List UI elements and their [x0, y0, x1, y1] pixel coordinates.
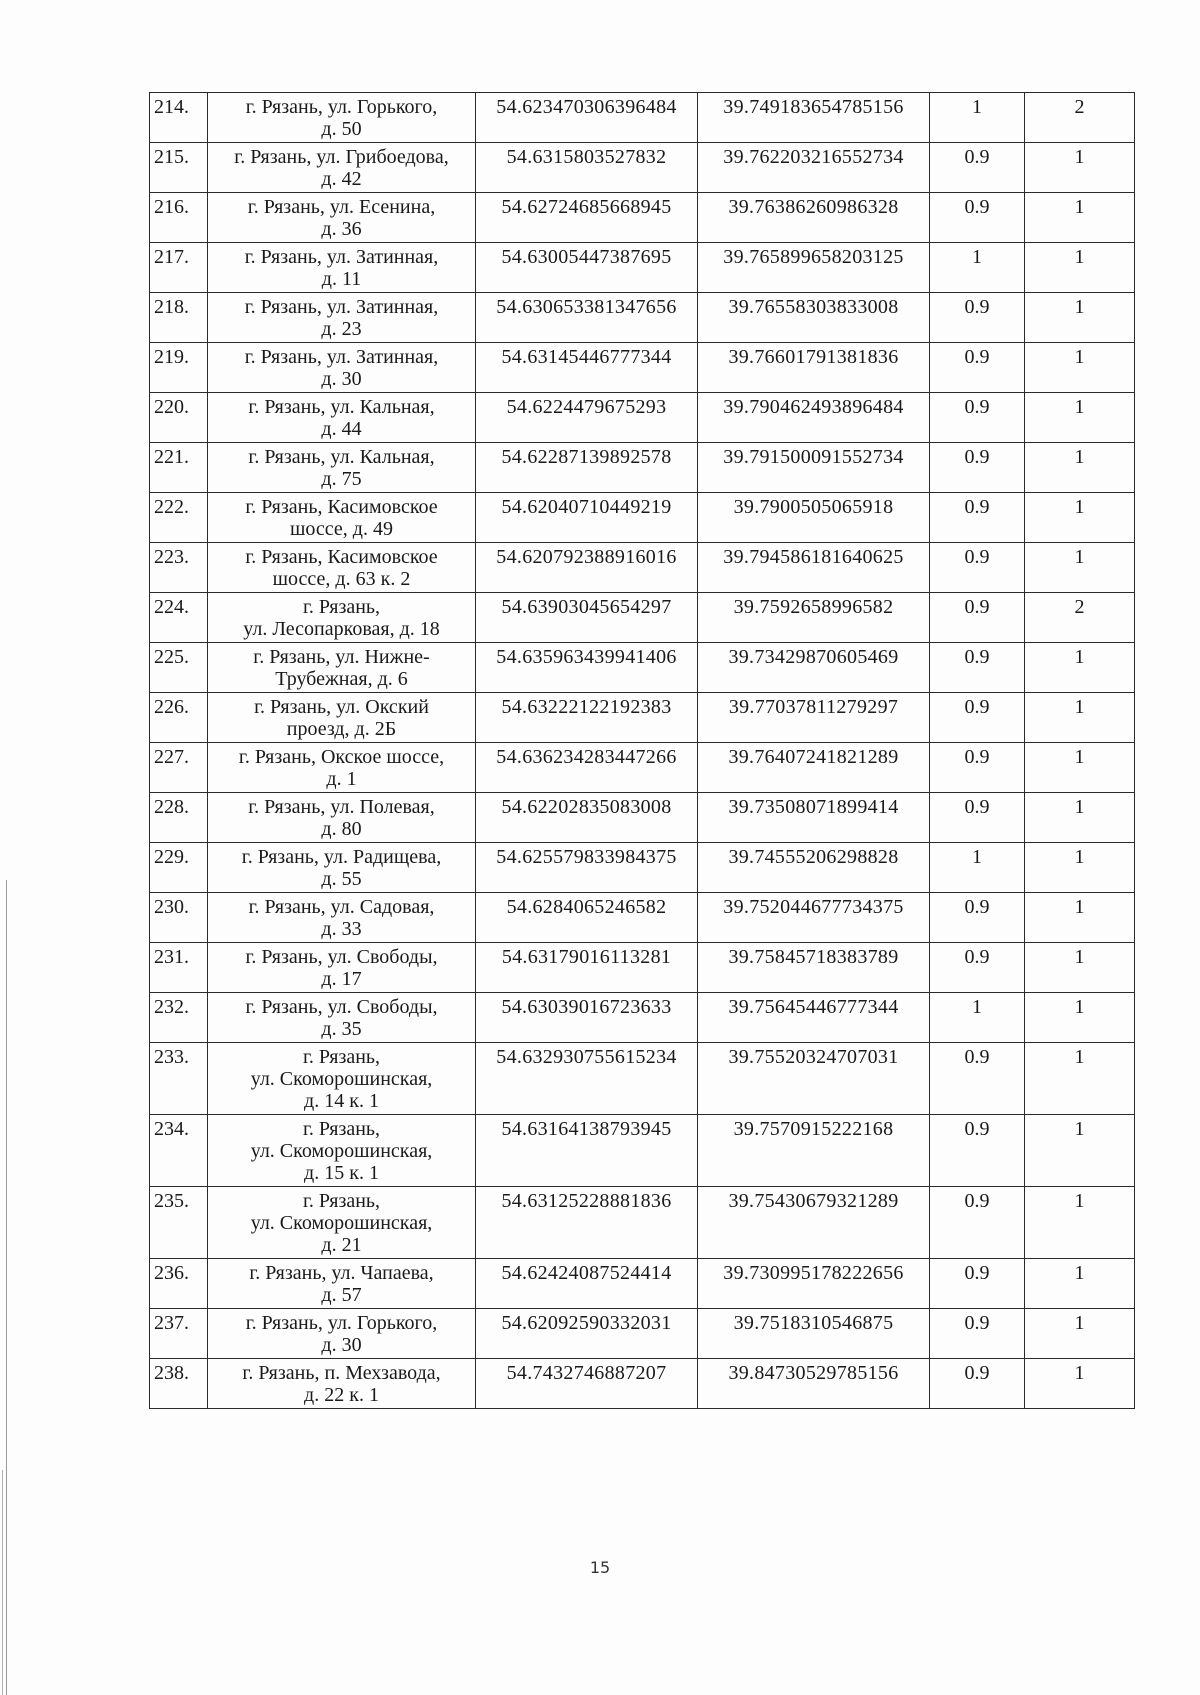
address-cell: [208, 1309, 476, 1359]
address-line: г. Рязань, ул. Горького,: [245, 1312, 438, 1334]
address-line: д. 14 к. 1: [304, 1090, 379, 1112]
address-line: г. Рязань,: [302, 1046, 381, 1068]
address-line: шоссе, д. 63 к. 2: [272, 568, 411, 590]
count-cell: 2: [1025, 93, 1135, 143]
address-cell: [208, 143, 476, 193]
latitude-cell: 54.62287139892578: [476, 443, 698, 493]
table-body: [150, 93, 1135, 1409]
count-cell: 1: [1025, 1309, 1135, 1359]
address-cell: [208, 593, 476, 643]
coefficient-cell: 1: [930, 243, 1025, 293]
table-row: [150, 1187, 1135, 1259]
row-number-cell: 232.: [150, 993, 208, 1043]
count-cell: 1: [1025, 1259, 1135, 1309]
count-cell: 1: [1025, 943, 1135, 993]
latitude-cell: 54.63039016723633: [476, 993, 698, 1043]
count-cell: 1: [1025, 793, 1135, 843]
address-line: д. 36: [321, 218, 362, 240]
longitude-cell: 39.73508071899414: [698, 793, 930, 843]
longitude-cell: 39.76601791381836: [698, 343, 930, 393]
address-line: д. 57: [321, 1284, 362, 1306]
latitude-cell: 54.63005447387695: [476, 243, 698, 293]
address-line: г. Рязань, ул. Есенина,: [247, 196, 436, 218]
latitude-cell: 54.625579833984375: [476, 843, 698, 893]
table-row: [150, 843, 1135, 893]
longitude-cell: 39.76386260986328: [698, 193, 930, 243]
coefficient-cell: 0.9: [930, 743, 1025, 793]
address-cell: [208, 493, 476, 543]
table-row: [150, 143, 1135, 193]
address-line: ул. Скоморошинская,: [250, 1212, 433, 1234]
coefficient-cell: 0.9: [930, 593, 1025, 643]
latitude-cell: 54.632930755615234: [476, 1043, 698, 1115]
coefficient-cell: 0.9: [930, 1259, 1025, 1309]
coefficient-cell: 0.9: [930, 1359, 1025, 1409]
latitude-cell: 54.62040710449219: [476, 493, 698, 543]
row-number-cell: 238.: [150, 1359, 208, 1409]
address-line: д. 30: [321, 368, 362, 390]
address-line: д. 50: [321, 118, 362, 140]
address-cell: [208, 193, 476, 243]
coefficient-cell: 0.9: [930, 343, 1025, 393]
table-row: [150, 93, 1135, 143]
table-row: [150, 1259, 1135, 1309]
address-line: г. Рязань, Касимовское: [245, 546, 438, 568]
table-row: [150, 1359, 1135, 1409]
coefficient-cell: 0.9: [930, 1309, 1025, 1359]
table-row: [150, 543, 1135, 593]
count-cell: 1: [1025, 843, 1135, 893]
count-cell: 1: [1025, 443, 1135, 493]
address-line: д. 21: [321, 1234, 362, 1256]
row-number-cell: 230.: [150, 893, 208, 943]
address-line: д. 35: [321, 1018, 362, 1040]
address-line: г. Рязань, п. Мехзавода,: [242, 1362, 441, 1384]
address-line: г. Рязань, ул. Кальная,: [248, 446, 435, 468]
coefficient-cell: 0.9: [930, 1115, 1025, 1187]
address-line: г. Рязань, ул. Чапаева,: [249, 1262, 434, 1284]
table-row: [150, 293, 1135, 343]
address-line: г. Рязань, ул. Полевая,: [248, 796, 435, 818]
latitude-cell: 54.6284065246582: [476, 893, 698, 943]
address-line: г. Рязань, ул. Садовая,: [248, 896, 435, 918]
address-cell: [208, 893, 476, 943]
address-line: Трубежная, д. 6: [275, 668, 408, 690]
table-row: [150, 743, 1135, 793]
address-line: г. Рязань, ул. Свободы,: [245, 946, 438, 968]
latitude-cell: 54.63164138793945: [476, 1115, 698, 1187]
address-line: г. Рязань, ул. Горького,: [245, 96, 438, 118]
address-cell: [208, 1043, 476, 1115]
table-row: [150, 643, 1135, 693]
address-cell: [208, 743, 476, 793]
address-line: д. 55: [321, 868, 362, 890]
address-line: д. 30: [321, 1334, 362, 1356]
table-row: [150, 243, 1135, 293]
address-cell: [208, 1187, 476, 1259]
longitude-cell: 39.84730529785156: [698, 1359, 930, 1409]
address-line: г. Рязань, ул. Затинная,: [244, 346, 439, 368]
coefficient-cell: 0.9: [930, 793, 1025, 843]
row-number-cell: 214.: [150, 93, 208, 143]
address-line: г. Рязань, ул. Радищева,: [241, 846, 442, 868]
row-number-cell: 218.: [150, 293, 208, 343]
longitude-cell: 39.794586181640625: [698, 543, 930, 593]
latitude-cell: 54.62724685668945: [476, 193, 698, 243]
address-line: г. Рязань, ул. Окский: [254, 696, 429, 718]
address-line: д. 23: [321, 318, 362, 340]
latitude-cell: 54.636234283447266: [476, 743, 698, 793]
latitude-cell: 54.62202835083008: [476, 793, 698, 843]
address-line: д. 33: [321, 918, 362, 940]
row-number-cell: 219.: [150, 343, 208, 393]
table-row: [150, 993, 1135, 1043]
row-number-cell: 225.: [150, 643, 208, 693]
latitude-cell: 54.623470306396484: [476, 93, 698, 143]
address-line: д. 42: [321, 168, 362, 190]
table-row: [150, 693, 1135, 743]
coefficient-cell: 0.9: [930, 893, 1025, 943]
address-line: г. Рязань, Окское шоссе,: [238, 746, 445, 768]
address-coordinates-table: [149, 92, 1135, 1409]
coefficient-cell: 0.9: [930, 543, 1025, 593]
address-line: ул. Скоморошинская,: [250, 1140, 433, 1162]
count-cell: 1: [1025, 1187, 1135, 1259]
address-line: д. 80: [321, 818, 362, 840]
table-row: [150, 193, 1135, 243]
table-row: [150, 793, 1135, 843]
row-number-cell: 236.: [150, 1259, 208, 1309]
address-cell: [208, 693, 476, 743]
coefficient-cell: 0.9: [930, 943, 1025, 993]
coefficient-cell: 0.9: [930, 1187, 1025, 1259]
address-cell: [208, 643, 476, 693]
latitude-cell: 54.63903045654297: [476, 593, 698, 643]
coefficient-cell: 0.9: [930, 143, 1025, 193]
address-line: ул. Лесопарковая, д. 18: [243, 618, 440, 640]
address-line: г. Рязань, ул. Свободы,: [245, 996, 438, 1018]
coefficient-cell: 0.9: [930, 493, 1025, 543]
count-cell: 1: [1025, 893, 1135, 943]
latitude-cell: 54.63222122192383: [476, 693, 698, 743]
row-number-cell: 235.: [150, 1187, 208, 1259]
address-cell: [208, 793, 476, 843]
latitude-cell: 54.63179016113281: [476, 943, 698, 993]
latitude-cell: 54.63145446777344: [476, 343, 698, 393]
coefficient-cell: 1: [930, 93, 1025, 143]
longitude-cell: 39.74555206298828: [698, 843, 930, 893]
row-number-cell: 220.: [150, 393, 208, 443]
scan-edge-line: [2, 1470, 3, 1695]
address-line: г. Рязань, ул. Кальная,: [248, 396, 435, 418]
coefficient-cell: 0.9: [930, 693, 1025, 743]
count-cell: 1: [1025, 243, 1135, 293]
row-number-cell: 228.: [150, 793, 208, 843]
longitude-cell: 39.791500091552734: [698, 443, 930, 493]
address-line: д. 17: [321, 968, 362, 990]
row-number-cell: 224.: [150, 593, 208, 643]
address-line: г. Рязань, ул. Нижне-: [253, 646, 430, 668]
address-cell: [208, 843, 476, 893]
address-line: шоссе, д. 49: [290, 518, 393, 540]
address-line: г. Рязань,: [302, 596, 381, 618]
address-line: д. 1: [326, 768, 357, 790]
latitude-cell: 54.635963439941406: [476, 643, 698, 693]
address-cell: [208, 943, 476, 993]
row-number-cell: 227.: [150, 743, 208, 793]
count-cell: 1: [1025, 393, 1135, 443]
coefficient-cell: 0.9: [930, 443, 1025, 493]
row-number-cell: 234.: [150, 1115, 208, 1187]
longitude-cell: 39.749183654785156: [698, 93, 930, 143]
coefficient-cell: 1: [930, 993, 1025, 1043]
count-cell: 1: [1025, 543, 1135, 593]
address-cell: [208, 293, 476, 343]
table-row: [150, 443, 1135, 493]
count-cell: 1: [1025, 343, 1135, 393]
table-row: [150, 493, 1135, 543]
address-line: д. 22 к. 1: [304, 1384, 379, 1406]
longitude-cell: 39.75845718383789: [698, 943, 930, 993]
address-line: г. Рязань, ул. Затинная,: [244, 296, 439, 318]
count-cell: 1: [1025, 193, 1135, 243]
address-cell: [208, 343, 476, 393]
address-line: г. Рязань,: [302, 1118, 381, 1140]
latitude-cell: 54.630653381347656: [476, 293, 698, 343]
count-cell: 1: [1025, 993, 1135, 1043]
latitude-cell: 54.63125228881836: [476, 1187, 698, 1259]
row-number-cell: 237.: [150, 1309, 208, 1359]
count-cell: 1: [1025, 1043, 1135, 1115]
address-cell: [208, 93, 476, 143]
row-number-cell: 233.: [150, 1043, 208, 1115]
longitude-cell: 39.73429870605469: [698, 643, 930, 693]
latitude-cell: 54.7432746887207: [476, 1359, 698, 1409]
address-line: г. Рязань, Касимовское: [245, 496, 438, 518]
table-row: [150, 1043, 1135, 1115]
count-cell: 2: [1025, 593, 1135, 643]
longitude-cell: 39.75520324707031: [698, 1043, 930, 1115]
latitude-cell: 54.6224479675293: [476, 393, 698, 443]
longitude-cell: 39.75430679321289: [698, 1187, 930, 1259]
count-cell: 1: [1025, 1115, 1135, 1187]
coefficient-cell: 0.9: [930, 293, 1025, 343]
row-number-cell: 229.: [150, 843, 208, 893]
count-cell: 1: [1025, 293, 1135, 343]
longitude-cell: 39.7592658996582: [698, 593, 930, 643]
latitude-cell: 54.62092590332031: [476, 1309, 698, 1359]
address-line: д. 11: [321, 268, 362, 290]
coefficient-cell: 0.9: [930, 1043, 1025, 1115]
table-row: [150, 893, 1135, 943]
latitude-cell: 54.6315803527832: [476, 143, 698, 193]
address-cell: [208, 1115, 476, 1187]
row-number-cell: 221.: [150, 443, 208, 493]
address-cell: [208, 543, 476, 593]
count-cell: 1: [1025, 693, 1135, 743]
address-line: ул. Скоморошинская,: [250, 1068, 433, 1090]
address-cell: [208, 993, 476, 1043]
count-cell: 1: [1025, 143, 1135, 193]
address-cell: [208, 443, 476, 493]
address-line: г. Рязань, ул. Затинная,: [244, 246, 439, 268]
address-line: проезд, д. 2Б: [286, 718, 397, 740]
longitude-cell: 39.7900505065918: [698, 493, 930, 543]
longitude-cell: 39.76558303833008: [698, 293, 930, 343]
row-number-cell: 222.: [150, 493, 208, 543]
longitude-cell: 39.76407241821289: [698, 743, 930, 793]
coefficient-cell: 1: [930, 843, 1025, 893]
longitude-cell: 39.762203216552734: [698, 143, 930, 193]
longitude-cell: 39.765899658203125: [698, 243, 930, 293]
coefficient-cell: 0.9: [930, 643, 1025, 693]
address-cell: [208, 1359, 476, 1409]
row-number-cell: 226.: [150, 693, 208, 743]
table-row: [150, 1115, 1135, 1187]
longitude-cell: 39.790462493896484: [698, 393, 930, 443]
longitude-cell: 39.77037811279297: [698, 693, 930, 743]
address-line: д. 75: [321, 468, 362, 490]
count-cell: 1: [1025, 493, 1135, 543]
row-number-cell: 231.: [150, 943, 208, 993]
longitude-cell: 39.730995178222656: [698, 1259, 930, 1309]
longitude-cell: 39.752044677734375: [698, 893, 930, 943]
address-cell: [208, 1259, 476, 1309]
address-line: д. 15 к. 1: [304, 1162, 379, 1184]
coefficient-cell: 0.9: [930, 193, 1025, 243]
count-cell: 1: [1025, 743, 1135, 793]
row-number-cell: 223.: [150, 543, 208, 593]
address-line: г. Рязань, ул. Грибоедова,: [234, 146, 449, 168]
table-row: [150, 593, 1135, 643]
longitude-cell: 39.7518310546875: [698, 1309, 930, 1359]
address-cell: [208, 393, 476, 443]
count-cell: 1: [1025, 643, 1135, 693]
row-number-cell: 216.: [150, 193, 208, 243]
page-number: 15: [589, 1558, 611, 1577]
count-cell: 1: [1025, 1359, 1135, 1409]
address-cell: [208, 243, 476, 293]
longitude-cell: 39.75645446777344: [698, 993, 930, 1043]
latitude-cell: 54.620792388916016: [476, 543, 698, 593]
longitude-cell: 39.7570915222168: [698, 1115, 930, 1187]
latitude-cell: 54.62424087524414: [476, 1259, 698, 1309]
table-row: [150, 343, 1135, 393]
row-number-cell: 217.: [150, 243, 208, 293]
table-row: [150, 943, 1135, 993]
table-row: [150, 1309, 1135, 1359]
row-number-cell: 215.: [150, 143, 208, 193]
coefficient-cell: 0.9: [930, 393, 1025, 443]
address-line: г. Рязань,: [302, 1190, 381, 1212]
table-row: [150, 393, 1135, 443]
address-line: д. 44: [321, 418, 362, 440]
